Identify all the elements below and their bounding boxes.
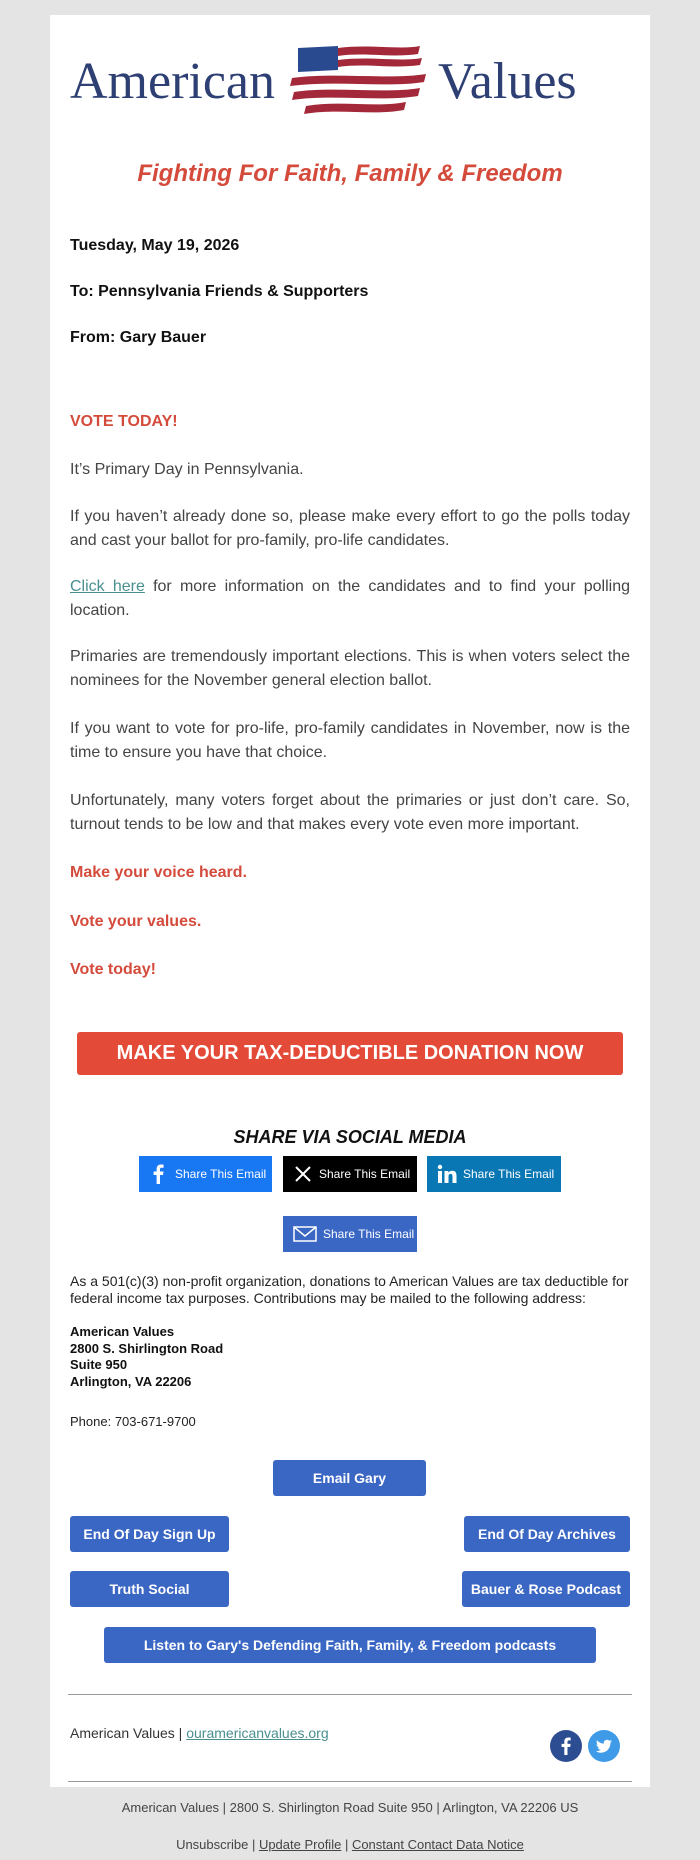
footer-divider-bottom bbox=[68, 1781, 632, 1782]
footer-org-line bbox=[70, 1725, 329, 1741]
x-icon bbox=[293, 1164, 313, 1184]
update-profile-link[interactable]: Update Profile bbox=[258, 1837, 342, 1852]
logo-word-values: Values bbox=[438, 53, 577, 110]
paragraph-3-text: for more information on the candidates and to find your polling location. bbox=[70, 578, 630, 619]
share-x-label: Share This Email bbox=[319, 1167, 411, 1181]
share-email-label: Share This Email bbox=[323, 1227, 415, 1241]
donate-button[interactable]: MAKE YOUR TAX-DEDUCTIBLE DONATION NOW bbox=[77, 1032, 623, 1075]
listen-podcasts-button[interactable]: Listen to Gary's Defending Faith, Family, & Freedom podcasts bbox=[104, 1627, 596, 1663]
cta-values: Vote your values. bbox=[70, 913, 202, 930]
memo-date: Tuesday, May 19, 2026 bbox=[70, 237, 240, 254]
end-of-day-archives-button[interactable]: End Of Day Archives bbox=[464, 1516, 630, 1552]
envelope-icon bbox=[293, 1224, 317, 1244]
share-facebook-button[interactable] bbox=[139, 1156, 272, 1192]
cta-vote: Vote today! bbox=[70, 961, 156, 978]
bottom-links bbox=[0, 1837, 700, 1852]
share-linkedin-button[interactable] bbox=[427, 1156, 561, 1192]
paragraph-2: If you haven’t already done so, please make every effort to go the polls today and cast your ballot for pro-family, pro-life candidates. bbox=[70, 508, 630, 549]
address-suite: Suite 950 bbox=[70, 1357, 128, 1372]
paragraph-3 bbox=[70, 575, 630, 623]
headline: VOTE TODAY! bbox=[70, 413, 178, 430]
memo-to: To: Pennsylvania Friends & Supporters bbox=[70, 283, 369, 300]
address-city: Arlington, VA 22206 bbox=[70, 1374, 192, 1389]
share-x-button[interactable] bbox=[283, 1156, 417, 1192]
address-phone: Phone: 703-671-9700 bbox=[70, 1414, 196, 1429]
pipe-1: | bbox=[248, 1837, 259, 1852]
share-linkedin-label: Share This Email bbox=[463, 1167, 555, 1181]
address-org: American Values bbox=[70, 1324, 175, 1339]
share-email-button[interactable] bbox=[283, 1216, 417, 1252]
share-title: SHARE VIA SOCIAL MEDIA bbox=[233, 1127, 467, 1147]
bottom-address: American Values | 2800 S. Shirlington Road Suite 950 | Arlington, VA 22206 US bbox=[121, 1800, 579, 1815]
address-street: 2800 S. Shirlington Road bbox=[70, 1341, 224, 1356]
paragraph-1: It’s Primary Day in Pennsylvania. bbox=[70, 461, 304, 478]
footer-separator: | bbox=[174, 1725, 187, 1741]
truth-social-button[interactable]: Truth Social bbox=[70, 1571, 229, 1607]
paragraph-4: Primaries are tremendously important elections. This is when voters select the nominees for the November general election ballot. bbox=[70, 648, 630, 689]
tax-note: As a 501(c)(3) non-profit organization, donations to American Values are tax deductible for federal income tax purposes. Contributions may be mailed to the following address: bbox=[70, 1273, 629, 1306]
twitter-social-icon[interactable] bbox=[588, 1730, 620, 1762]
american-values-logo bbox=[70, 30, 630, 130]
website-link[interactable]: ouramericanvalues.org bbox=[186, 1725, 329, 1741]
pipe-2: | bbox=[341, 1837, 352, 1852]
email-gary-button[interactable]: Email Gary bbox=[273, 1460, 426, 1496]
click-here-link[interactable]: Click here bbox=[70, 578, 145, 595]
tagline: Fighting For Faith, Family & Freedom bbox=[137, 160, 563, 187]
cta-voice: Make your voice heard. bbox=[70, 864, 247, 881]
linkedin-icon bbox=[437, 1164, 457, 1184]
footer-divider-top bbox=[68, 1694, 632, 1695]
paragraph-5: If you want to vote for pro-life, pro-family candidates in November, now is the time to ensure you have that choice. bbox=[70, 720, 630, 761]
email-card bbox=[50, 15, 650, 1787]
footer-org-name: American Values bbox=[70, 1725, 175, 1741]
facebook-social-icon[interactable] bbox=[550, 1730, 582, 1762]
data-notice-link[interactable]: Constant Contact Data Notice bbox=[351, 1837, 524, 1852]
podcast-button[interactable]: Bauer & Rose Podcast bbox=[462, 1571, 630, 1607]
unsubscribe-link[interactable]: Unsubscribe bbox=[176, 1837, 249, 1852]
logo-word-american: American bbox=[70, 53, 276, 110]
flag-icon bbox=[290, 46, 426, 114]
paragraph-6: Unfortunately, many voters forget about the primaries or just don’t care. So, turnout tends to be low and that makes every vote even more important. bbox=[70, 792, 630, 833]
end-of-day-signup-button[interactable]: End Of Day Sign Up bbox=[70, 1516, 229, 1552]
facebook-icon bbox=[149, 1164, 169, 1184]
share-facebook-label: Share This Email bbox=[175, 1167, 267, 1181]
memo-from: From: Gary Bauer bbox=[70, 329, 207, 346]
